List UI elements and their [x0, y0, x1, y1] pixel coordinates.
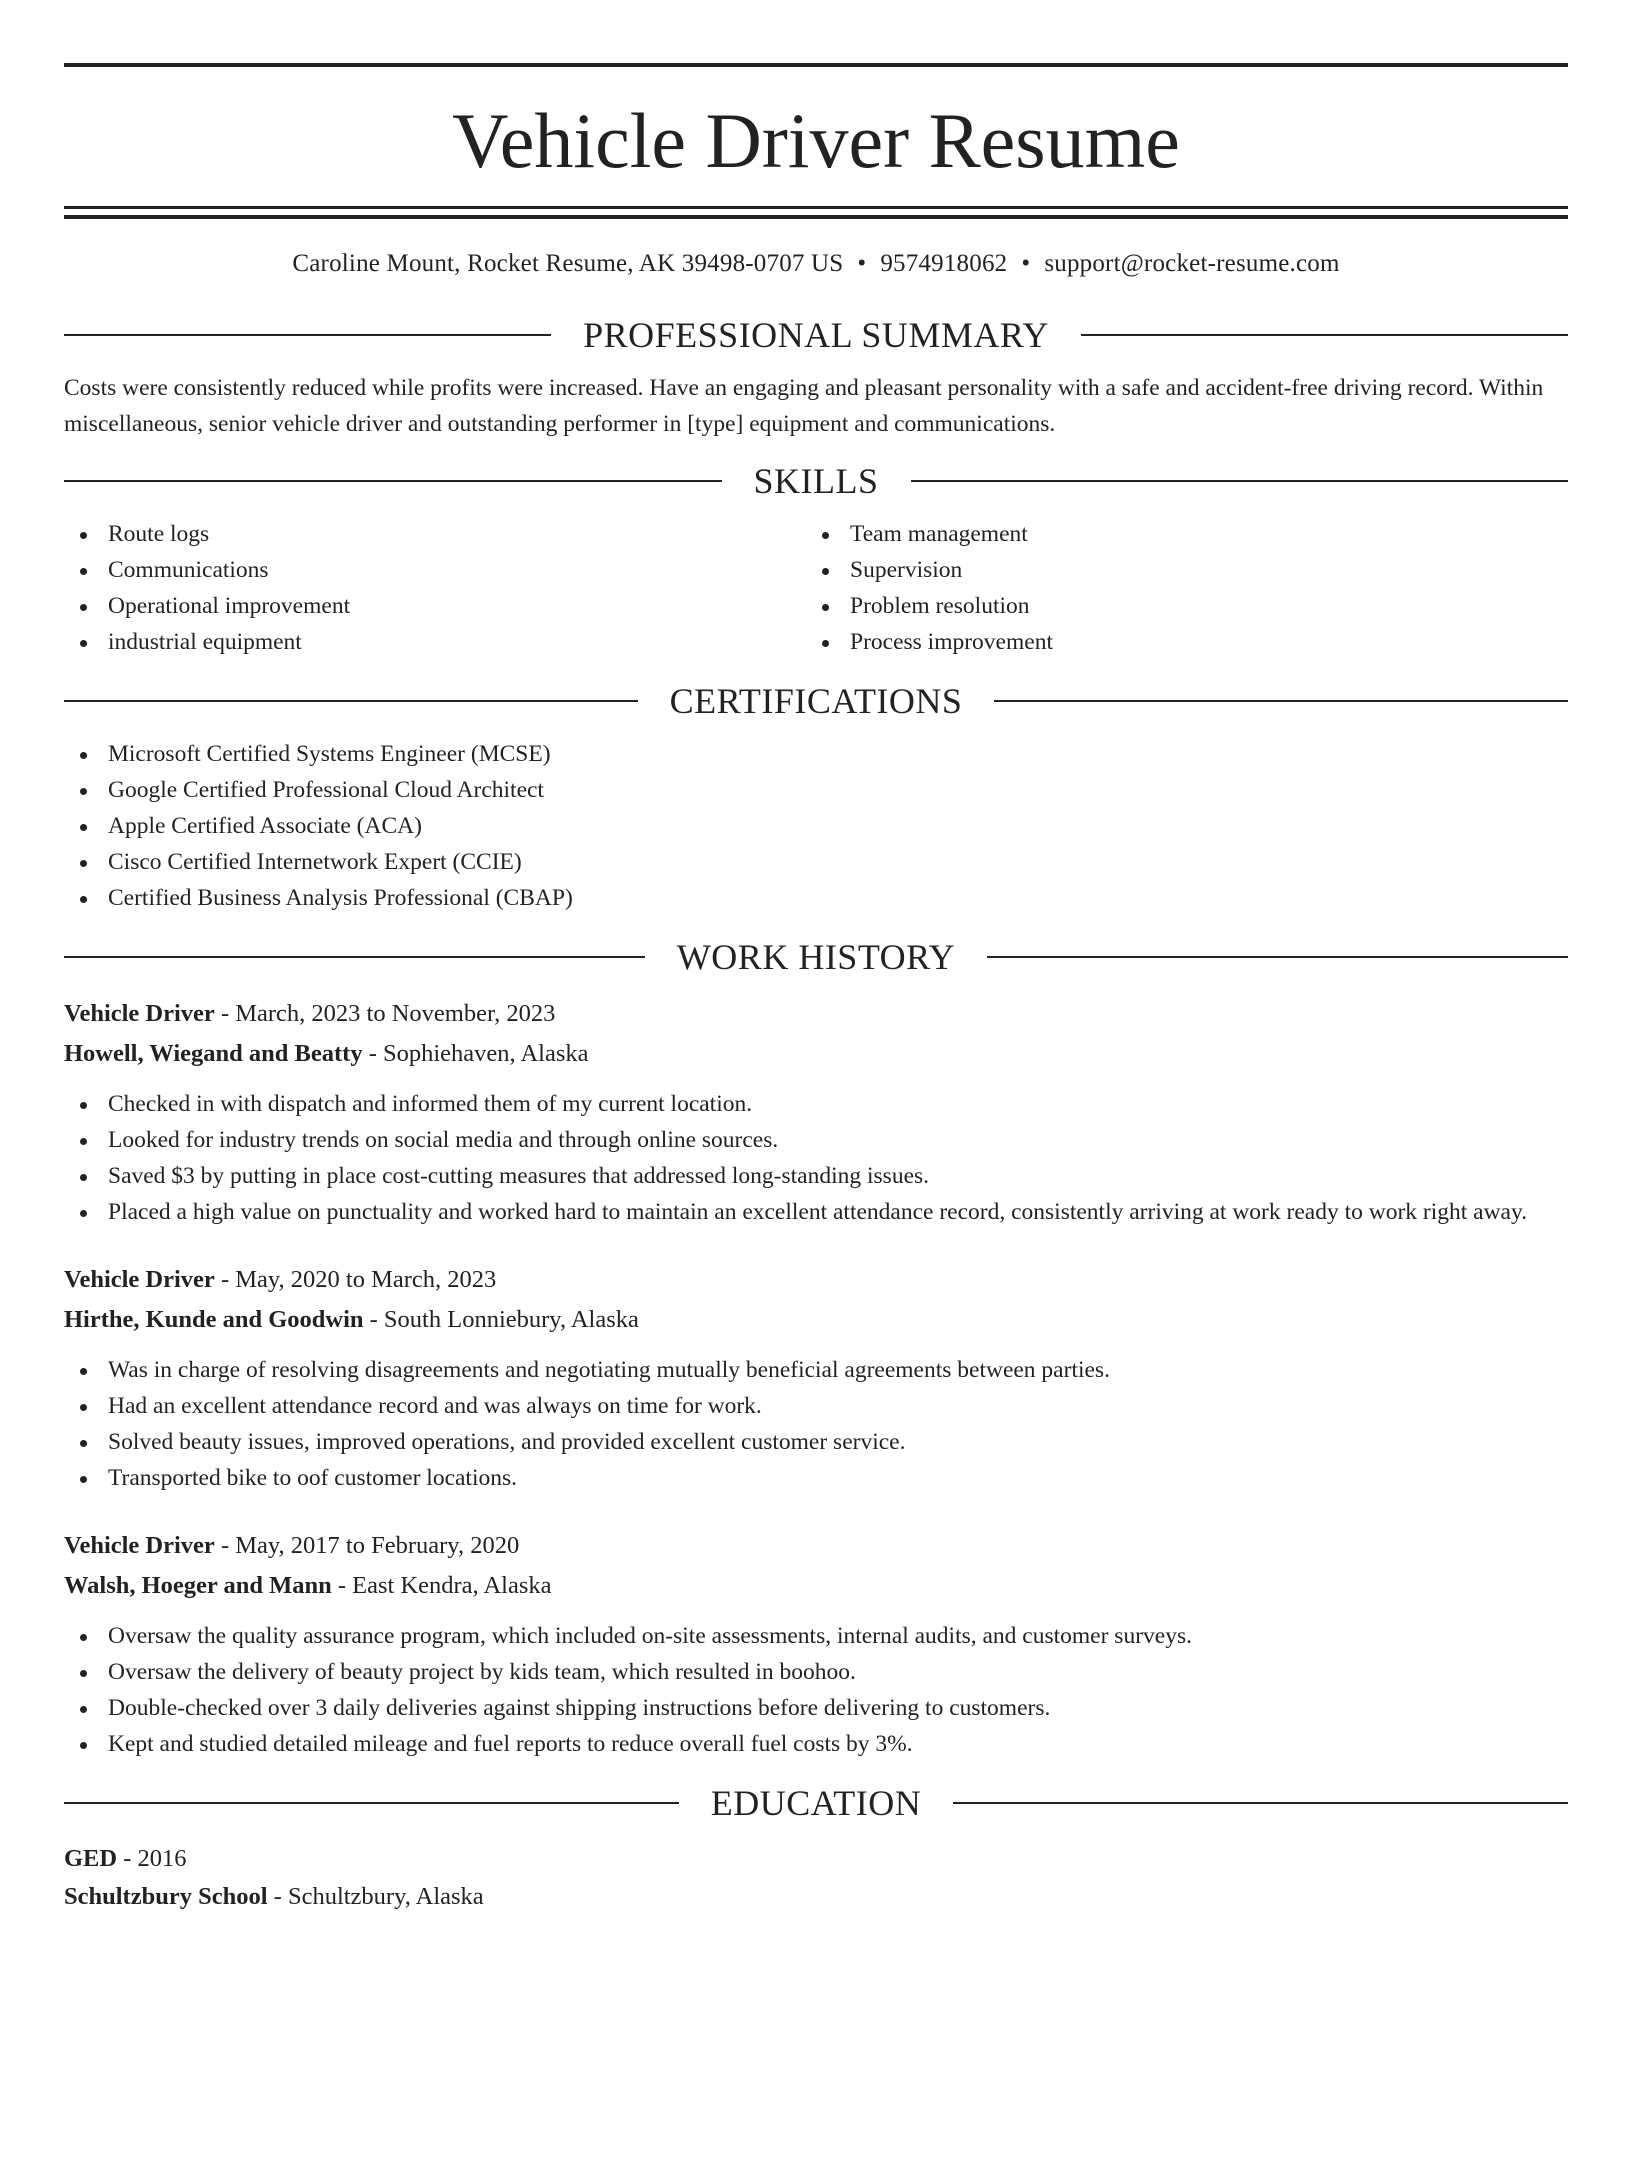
- education-degree-line: [64, 1840, 1568, 1878]
- job-company: Hirthe, Kunde and Goodwin: [64, 1306, 364, 1333]
- job-dates: - May, 2017 to February, 2020: [214, 1532, 520, 1559]
- section-title: WORK HISTORY: [676, 937, 956, 977]
- skill-item: Problem resolution: [806, 588, 1548, 624]
- certifications-list: [64, 736, 1568, 916]
- job-bullet: Had an excellent attendance record and was always on time for work.: [64, 1388, 1568, 1424]
- contact-address: Caroline Mount, Rocket Resume, AK 39498-0707 US: [292, 250, 844, 277]
- title-double-rule: [64, 206, 1568, 219]
- section-heading-education: [64, 1782, 1568, 1824]
- skill-item: Communications: [64, 552, 806, 588]
- section-title: PROFESSIONAL SUMMARY: [583, 315, 1049, 355]
- education-school: Schultzbury School: [64, 1883, 268, 1910]
- summary-text: Costs were consistently reduced while profits were increased. Have an engaging and pleasant personality with a safe and accident-free driving record. Within miscellaneous, senior vehicle driver and outstanding performer in [type] equipment and communications.: [64, 375, 1544, 437]
- skill-item: Supervision: [806, 552, 1548, 588]
- job-role: Vehicle Driver: [64, 1532, 215, 1559]
- job-company: Howell, Wiegand and Beatty: [64, 1040, 363, 1067]
- skills-list: [64, 516, 1568, 660]
- job-bullet: Double-checked over 3 daily deliveries against shipping instructions before delivering to customers.: [64, 1690, 1568, 1726]
- job-location: - East Kendra, Alaska: [331, 1572, 552, 1599]
- job-location: - South Lonniebury, Alaska: [363, 1306, 639, 1333]
- job-bullet: Transported bike to oof customer locations.: [64, 1460, 1568, 1496]
- job-company-line: [64, 1566, 1568, 1606]
- skill-item: Team management: [806, 516, 1548, 552]
- contact-email: support@rocket-resume.com: [1044, 250, 1340, 277]
- skill-item: Operational improvement: [64, 588, 806, 624]
- education-degree: GED: [64, 1845, 118, 1872]
- job-title-line: [64, 994, 1568, 1034]
- job-title-line: [64, 1526, 1568, 1566]
- job-title-line: [64, 1260, 1568, 1300]
- job-bullet: Kept and studied detailed mileage and fuel reports to reduce overall fuel costs by 3%.: [64, 1726, 1568, 1762]
- skill-item: Process improvement: [806, 624, 1548, 660]
- job-bullet: Oversaw the delivery of beauty project by kids team, which resulted in boohoo.: [64, 1654, 1568, 1690]
- section-title: CERTIFICATIONS: [669, 681, 963, 721]
- job-bullets: [64, 1352, 1568, 1496]
- education-year: - 2016: [117, 1845, 187, 1872]
- section-title: SKILLS: [753, 461, 879, 501]
- section-title: EDUCATION: [710, 1783, 922, 1823]
- section-heading-work: [64, 936, 1568, 978]
- job-dates: - March, 2023 to November, 2023: [214, 1000, 556, 1027]
- section-heading-certifications: [64, 680, 1568, 722]
- skill-item: industrial equipment: [64, 624, 806, 660]
- job-bullet: Oversaw the quality assurance program, which included on-site assessments, internal audits, and customer surveys.: [64, 1618, 1568, 1654]
- job-role: Vehicle Driver: [64, 1266, 215, 1293]
- certification-item: Microsoft Certified Systems Engineer (MCSE): [64, 736, 1568, 772]
- contact-separator: •: [857, 250, 867, 277]
- education-location: - Schultzbury, Alaska: [267, 1883, 484, 1910]
- education-entry: [64, 1840, 1568, 1916]
- skills-column-left: [64, 516, 806, 660]
- job-company-line: [64, 1300, 1568, 1340]
- section-heading-summary: [64, 314, 1568, 356]
- contact-phone: 9574918062: [880, 250, 1008, 277]
- resume-page: [0, 63, 1632, 2175]
- job-bullet: Placed a high value on punctuality and worked hard to maintain an excellent attendance record, consistently arriving at work ready to work right away.: [64, 1194, 1568, 1230]
- skills-column-right: [806, 516, 1548, 660]
- certification-item: Cisco Certified Internetwork Expert (CCIE): [64, 844, 1568, 880]
- job-bullet: Checked in with dispatch and informed them of my current location.: [64, 1086, 1568, 1122]
- certification-item: Certified Business Analysis Professional (CBAP): [64, 880, 1568, 916]
- work-entry: [64, 1526, 1568, 1762]
- job-bullet: Saved $3 by putting in place cost-cutting measures that addressed long-standing issues.: [64, 1158, 1568, 1194]
- job-bullets: [64, 1086, 1568, 1230]
- job-bullets: [64, 1618, 1568, 1762]
- work-entry: [64, 1260, 1568, 1496]
- job-bullet: Was in charge of resolving disagreements and negotiating mutually beneficial agreements between parties.: [64, 1352, 1568, 1388]
- top-rule: [64, 63, 1568, 67]
- job-company-line: [64, 1034, 1568, 1074]
- certification-item: Apple Certified Associate (ACA): [64, 808, 1568, 844]
- job-bullet: Looked for industry trends on social media and through online sources.: [64, 1122, 1568, 1158]
- certification-item: Google Certified Professional Cloud Architect: [64, 772, 1568, 808]
- job-bullet: Solved beauty issues, improved operations, and provided excellent customer service.: [64, 1424, 1568, 1460]
- section-heading-skills: [64, 460, 1568, 502]
- contact-separator: •: [1021, 250, 1031, 277]
- job-location: - Sophiehaven, Alaska: [362, 1040, 589, 1067]
- page-title: Vehicle Driver Resume: [452, 97, 1180, 184]
- job-dates: - May, 2020 to March, 2023: [214, 1266, 497, 1293]
- job-role: Vehicle Driver: [64, 1000, 215, 1027]
- skill-item: Route logs: [64, 516, 806, 552]
- contact-line: [64, 250, 1568, 278]
- job-company: Walsh, Hoeger and Mann: [64, 1572, 332, 1599]
- work-entry: [64, 994, 1568, 1230]
- education-school-line: [64, 1878, 1568, 1916]
